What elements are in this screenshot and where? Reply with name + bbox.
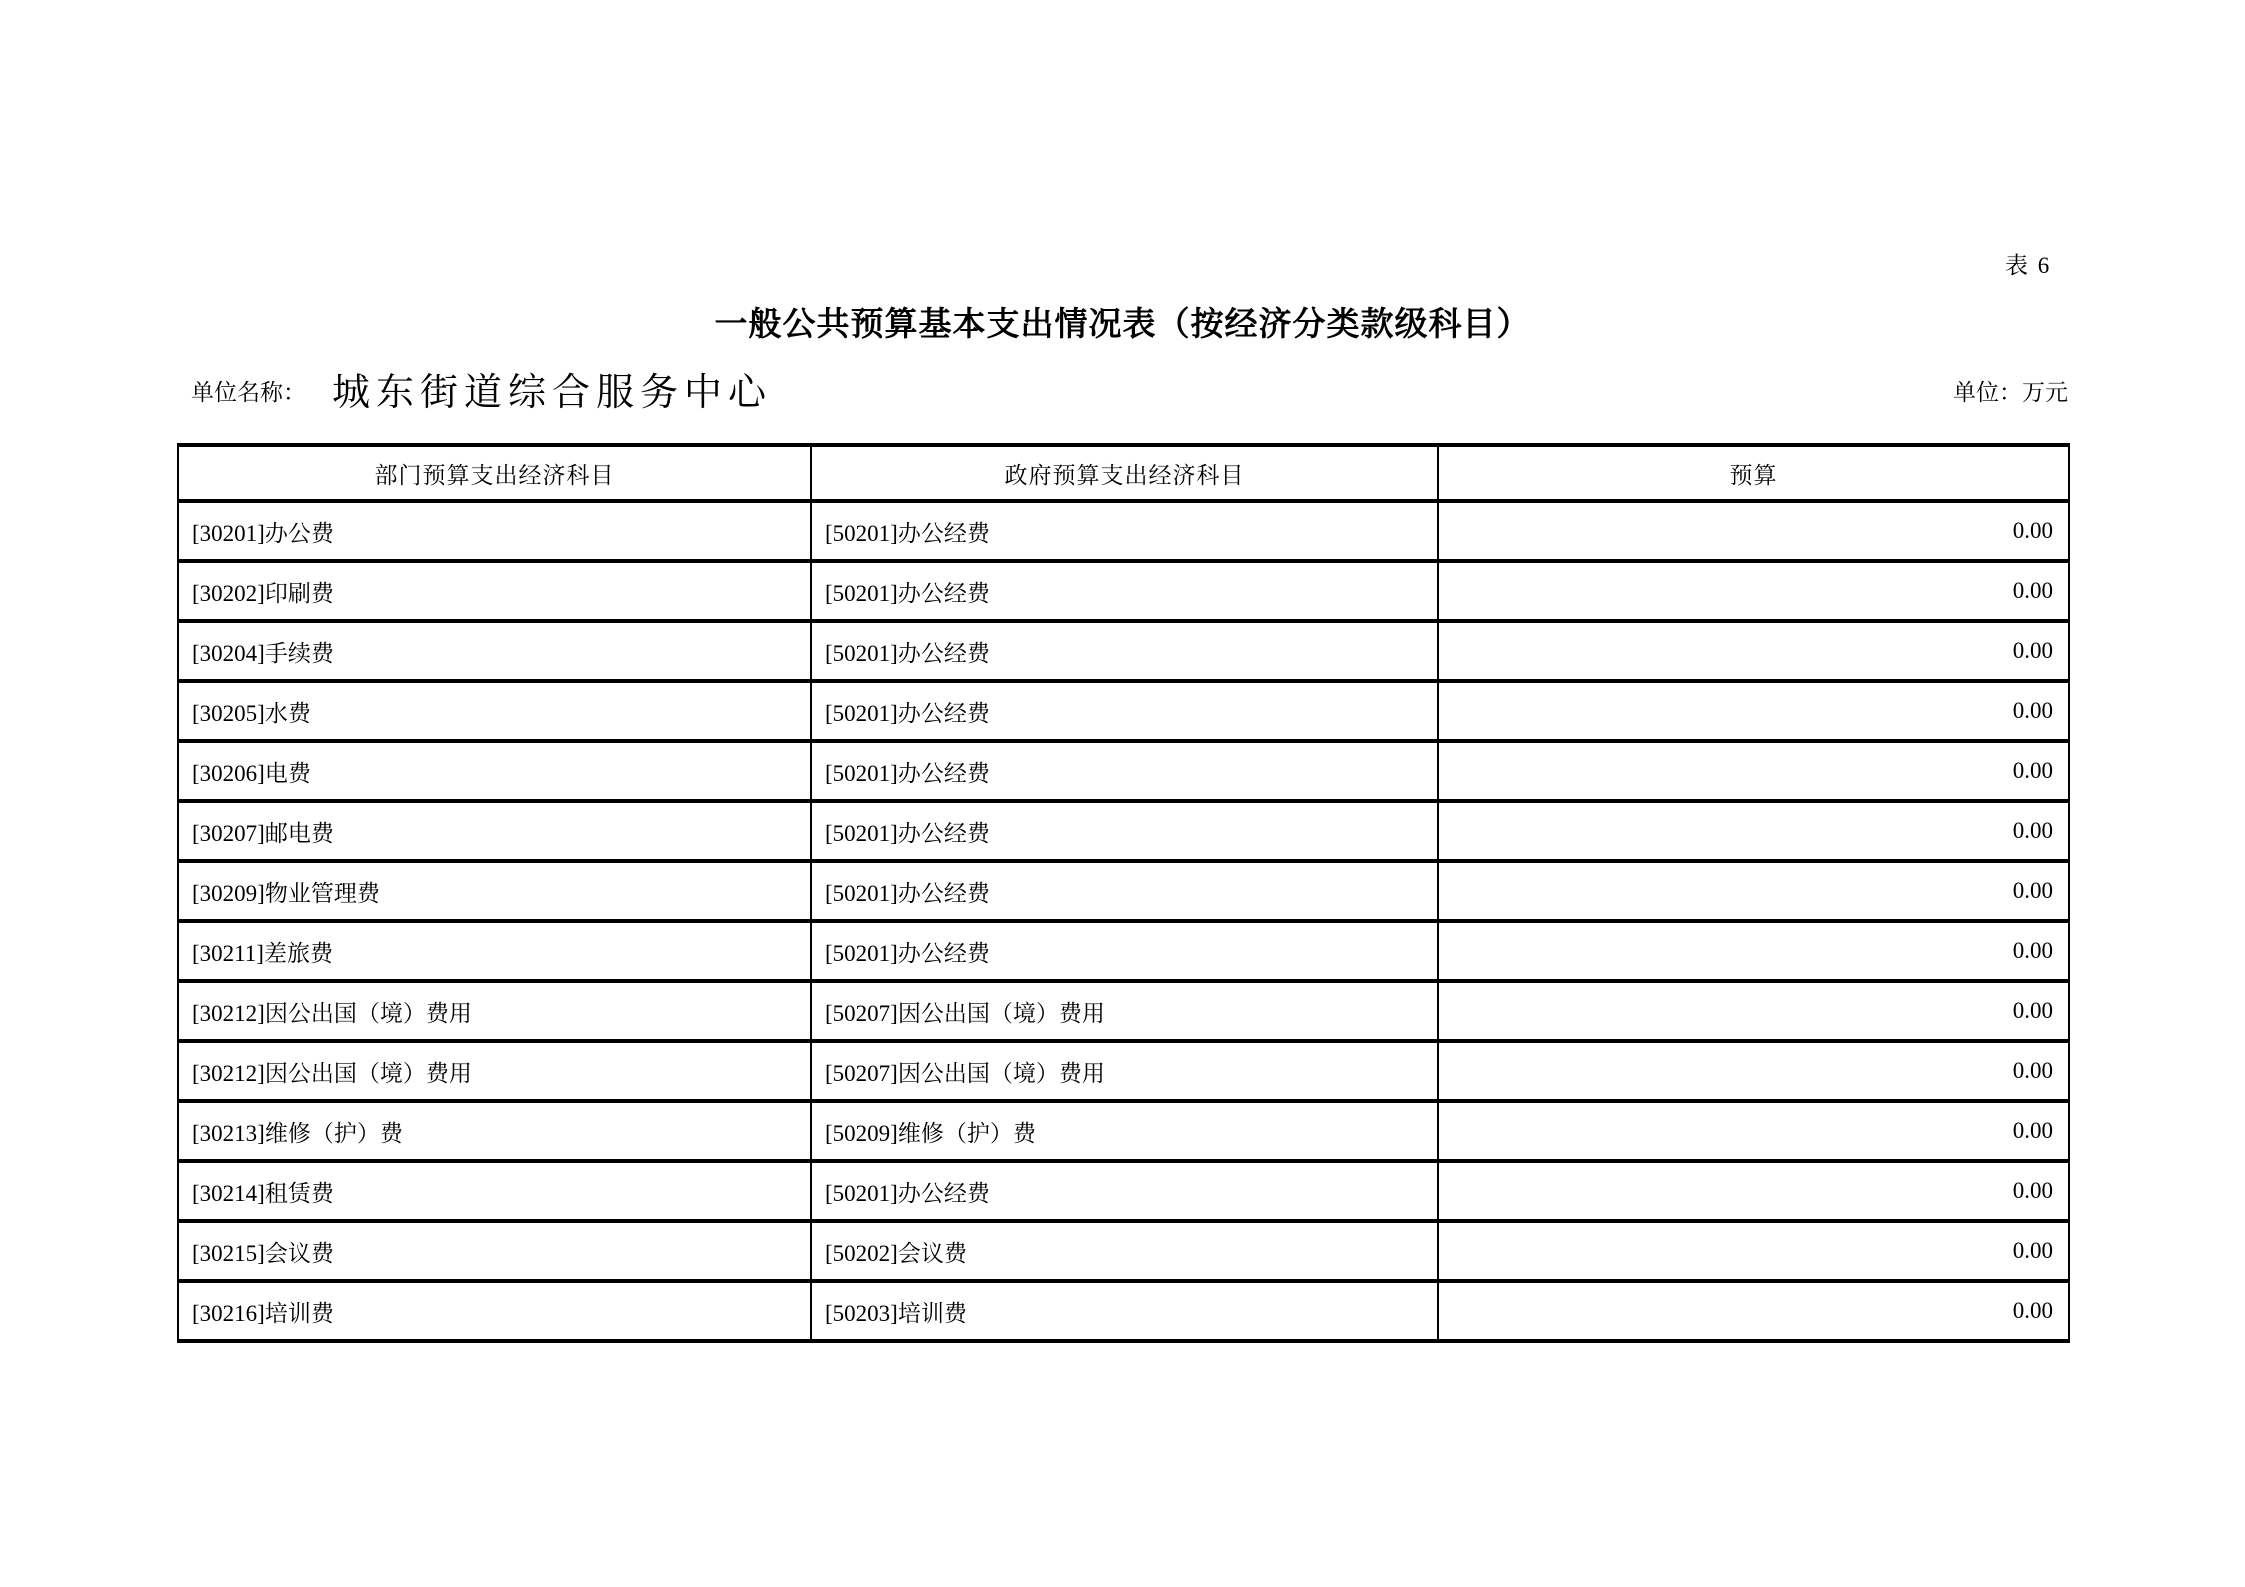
col-header-department-subject: 部门预算支出经济科目 [178,445,811,501]
department-subject-cell: [30207]邮电费 [178,801,811,861]
unit-name-group [177,361,772,416]
budget-value-cell: 0.00 [1438,561,2069,621]
budget-value-cell: 0.00 [1438,1041,2069,1101]
government-subject-cell: [50202]会议费 [811,1221,1438,1281]
unit-name-value: 城东街道综合服务中心 [332,372,773,414]
table-row [178,861,2069,921]
table-row [178,1101,2069,1161]
department-subject-cell: [30214]租赁费 [178,1161,811,1221]
table-row [178,921,2069,981]
col-header-budget: 预算 [1438,445,2069,501]
government-subject-cell: [50201]办公经费 [811,921,1438,981]
government-subject-cell: [50203]培训费 [811,1281,1438,1341]
unit-name-label: 单位名称： [191,380,306,405]
department-subject-cell: [30201]办公费 [178,501,811,561]
department-subject-cell: [30206]电费 [178,741,811,801]
budget-value-cell: 0.00 [1438,861,2069,921]
table-header-row [178,445,2069,501]
government-subject-cell: [50201]办公经费 [811,681,1438,741]
table-row [178,1041,2069,1101]
table-row [178,981,2069,1041]
department-subject-cell: [30212]因公出国（境）费用 [178,1041,811,1101]
government-subject-cell: [50201]办公经费 [811,621,1438,681]
government-subject-cell: [50201]办公经费 [811,861,1438,921]
government-subject-cell: [50201]办公经费 [811,741,1438,801]
government-subject-cell: [50201]办公经费 [811,801,1438,861]
table-row [178,621,2069,681]
table-row [178,561,2069,621]
table-row [178,1161,2069,1221]
col-header-government-subject: 政府预算支出经济科目 [811,445,1438,501]
budget-value-cell: 0.00 [1438,981,2069,1041]
currency-unit-label: 单位：万元 [1953,380,2068,405]
government-subject-cell: [50201]办公经费 [811,501,1438,561]
government-subject-cell: [50201]办公经费 [811,561,1438,621]
budget-value-cell: 0.00 [1438,501,2069,561]
budget-value-cell: 0.00 [1438,621,2069,681]
table-row [178,501,2069,561]
budget-value-cell: 0.00 [1438,681,2069,741]
department-subject-cell: [30209]物业管理费 [178,861,811,921]
budget-value-cell: 0.00 [1438,1101,2069,1161]
department-subject-cell: [30205]水费 [178,681,811,741]
budget-value-cell: 0.00 [1438,1161,2069,1221]
table-row [178,681,2069,741]
department-subject-cell: [30211]差旅费 [178,921,811,981]
budget-value-cell: 0.00 [1438,741,2069,801]
table-row [178,801,2069,861]
budget-value-cell: 0.00 [1438,921,2069,981]
department-subject-cell: [30212]因公出国（境）费用 [178,981,811,1041]
department-subject-cell: [30202]印刷费 [178,561,811,621]
budget-table [177,443,2070,1343]
table-row [178,741,2069,801]
table-row [178,1281,2069,1341]
table-number-label: 表 6 [2005,253,2052,278]
page-title: 一般公共预算基本支出情况表（按经济分类款级科目） [714,305,1531,342]
meta-row [177,356,2068,416]
government-subject-cell: [50201]办公经费 [811,1161,1438,1221]
department-subject-cell: [30213]维修（护）费 [178,1101,811,1161]
department-subject-cell: [30204]手续费 [178,621,811,681]
budget-value-cell: 0.00 [1438,801,2069,861]
department-subject-cell: [30216]培训费 [178,1281,811,1341]
table-row [178,1221,2069,1281]
budget-value-cell: 0.00 [1438,1221,2069,1281]
government-subject-cell: [50207]因公出国（境）费用 [811,981,1438,1041]
department-subject-cell: [30215]会议费 [178,1221,811,1281]
budget-value-cell: 0.00 [1438,1281,2069,1341]
government-subject-cell: [50209]维修（护）费 [811,1101,1438,1161]
government-subject-cell: [50207]因公出国（境）费用 [811,1041,1438,1101]
